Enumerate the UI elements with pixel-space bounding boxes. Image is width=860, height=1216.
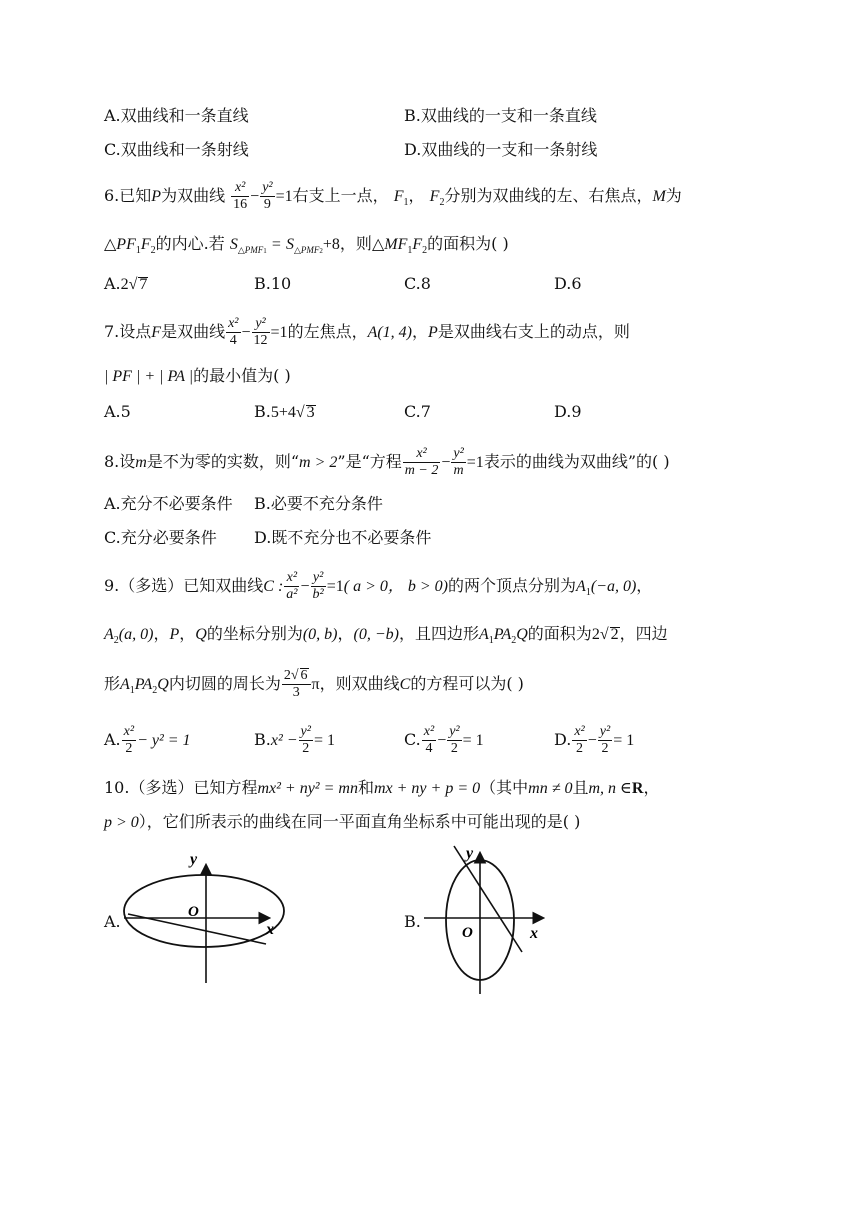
equals-one: =1 [275,188,293,205]
var-f2: F [429,188,440,205]
minus-sign: − [587,732,597,749]
fraction-2sqrt6-3: $\frac{2√ 6}{3}$ [282,668,311,701]
denominator: 16 [233,197,248,212]
q10-text: 且 [572,778,589,797]
q6-text: 右支上一点， [292,186,389,205]
denominator: m − 2 [404,463,439,478]
q7-stem-line1 [104,316,630,349]
equation: mx + ny + p = 0 [373,780,481,797]
var-a: A [120,676,130,693]
q8-text: 8.设 [104,452,136,471]
equals-one: =1 [270,324,288,341]
origin-label: O [462,925,473,941]
comma: ， [337,624,354,643]
denominator: 2 [601,741,609,756]
q8-option-b: B.必要不充分条件 [254,494,383,513]
var-pa: PA [493,626,512,643]
fraction [572,724,586,757]
q7-text: 的左焦点， [287,322,368,341]
q6-text: 为 [665,186,682,205]
q9-text: 的方程可以为( ) [410,674,524,693]
coordinate: (−a, 0) [590,578,637,595]
q10-stem-line1 [104,776,659,801]
q9-option-a [104,724,191,757]
option-label: B. [254,402,271,421]
q9-text: ，则双曲线 [319,674,400,693]
fraction [598,724,612,757]
q9-stem-line2: $A_2(a$, 0)，P，Q的坐标分别为(0, b)，(0, −b)，且四边形$A_1PA_2Q$的面积为2√ 2，四边 [104,624,668,647]
numerator: y² [449,724,460,739]
var-p: P [169,626,180,643]
q10-text: （其中 [480,778,529,797]
q7-option-d: D.9 [554,402,582,421]
denominator: m [453,463,464,478]
minus-sign: − [441,454,451,471]
subscript: 2 [152,685,158,697]
minus-sign: − [241,324,251,341]
subscript: 2 [319,247,323,256]
var-m: m [135,454,147,471]
var-c: C : [263,578,284,595]
condition: m, n ∈ [588,780,632,797]
q10-text: 和 [357,778,374,797]
option-label: A. [104,274,121,293]
expression: 5+4 [270,404,296,421]
fraction-x2-a2 [284,570,299,603]
var-f: F [151,324,162,341]
radicand: 2 [610,626,619,643]
origin-label: O [188,904,199,920]
q6-text: 为双曲线 [161,186,226,205]
comma: ， [179,624,196,643]
denominator: 2 [125,741,133,756]
q5-option-c: C.双曲线和一条射线 [104,140,249,159]
q8-option-a: A.充分不必要条件 [104,494,233,513]
q6-text: 的面积为( ) [427,234,509,253]
numerator: y² [300,724,311,739]
ellipse [124,875,284,947]
q5-option-b: B.双曲线的一支和一条直线 [404,106,597,125]
var-q: Q [516,626,528,643]
denominator: 2 [576,741,584,756]
fraction-y2-9 [260,180,274,213]
numerator: x² [574,724,585,739]
q8-option-d: D.既不充分也不必要条件 [254,528,432,547]
denominator: 2 [302,741,310,756]
q7-text: 是双曲线右支上的动点，则 [437,322,630,341]
var-c: C [399,676,411,693]
q8-text: ”是“方程 [337,452,402,471]
point-a: A(1, 4) [367,324,413,341]
coefficient: 2 [120,276,129,293]
triangle-pf1f2: △PF [104,236,136,253]
radicand: 6 [300,668,308,683]
fraction-y2-12 [252,316,270,349]
figure-a [118,848,288,998]
q8-text: 是不为零的实数，则“ [146,452,300,471]
subscript: 2 [113,635,119,647]
q6-text: 分别为双曲线的左、右焦点， [444,186,653,205]
figure-b [418,840,558,1000]
numerator: y² [453,446,464,461]
comma: ， [412,322,429,341]
numerator: y² [311,570,326,587]
coordinate: (0, b) [302,626,338,643]
var-a2: A [104,626,114,643]
q6-text: 6.已知 [104,186,152,205]
q9-text: 的坐标分别为 [206,624,303,643]
numerator: y² [262,180,273,195]
y-axis-label: y [466,845,474,862]
q7-option-a: A.5 [104,402,131,421]
var-q: Q [195,626,207,643]
q6-option-d: D.6 [554,274,582,293]
equals-one: =1 [466,454,484,471]
equals-sign: = [271,236,281,253]
denominator: a² [286,587,298,602]
q10-stem-line2 [104,810,580,835]
q6-option-c: C.8 [404,274,431,293]
subscript: 1 [263,247,267,256]
minus-sign: − [250,188,260,205]
var-q: Q [157,676,169,693]
option-label: C. [404,730,421,749]
abs-expression: | PF | + | PA | [104,368,194,385]
subscript: 1 [407,245,413,257]
q9-option-b [254,724,335,757]
comma: ， [636,576,653,595]
minus-sign: − [300,578,310,595]
fraction [422,724,436,757]
q6-stem-line1 [104,180,682,213]
fig-a-label: A. [104,912,121,931]
q8-text: 表示的曲线为双曲线”的( ) [483,452,670,471]
q9-stem-line1 [104,570,652,603]
equation: mx² + ny² = mn [257,780,358,797]
q9-text: 的两个顶点分别为 [448,576,577,595]
condition: p > 0 [104,814,139,831]
subscript: 1 [129,685,135,697]
pi-symbol: π [311,676,320,693]
var-a1: A [576,578,586,595]
var-f: F [140,236,151,253]
fraction [447,724,461,757]
expression: = 1 [613,732,635,749]
comma: ， [153,624,170,643]
numerator: x² [231,180,249,197]
denominator: 4 [229,333,237,348]
q9-text: ，四边 [619,624,668,643]
var-f1: F [393,188,404,205]
numerator: x² [123,724,135,739]
q7-option-c: C.7 [404,402,431,421]
expression: − y² = 1 [137,732,191,749]
fraction [299,724,313,757]
expression: = 1 [313,732,335,749]
numerator: x² [284,570,299,587]
subscript: 1 [585,587,591,599]
x-axis-label: x [530,925,538,942]
var-s: S [229,236,238,253]
subscript: △PMF [293,245,320,256]
q6-stem-line2 [104,232,509,257]
numerator: y² [252,316,270,333]
q8-stem [104,446,670,479]
var-a: A [478,626,489,643]
fraction-x2-m-2 [403,446,441,479]
triangle-mf1f2: △MF [371,236,408,253]
q9-text: 内切圆的周长为 [168,674,281,693]
numerator: y² [599,724,611,739]
fraction-y2-m [451,446,465,479]
q7-text: 是双曲线 [161,322,226,341]
denominator: 3 [292,685,300,700]
equals-one: =1 [326,578,344,595]
subscript: 1 [403,197,409,209]
q9-option-d [554,724,634,757]
subscript: 2 [511,635,517,647]
denominator: 4 [425,741,433,756]
plus-eight: +8 [322,236,340,253]
comma: ， [643,778,660,797]
q7-stem-line2 [104,364,291,389]
var-m: M [652,188,666,205]
fraction-x2-16 [231,180,249,213]
comma: ， [408,186,425,205]
q7-option-b: B.5+4√ 3 [254,402,315,421]
coefficient: 2 [283,668,291,683]
var-p: P [428,324,438,341]
y-axis-label: y [190,851,198,868]
denominator: 12 [253,333,268,348]
var-p: P [151,188,162,205]
q9-text: 9.（多选）已知双曲线 [104,576,264,595]
radicand: 3 [306,404,315,421]
q7-text: 的最小值为( ) [193,366,291,385]
condition: mn ≠ 0 [528,780,573,797]
fig-b-label: B. [404,912,421,931]
q8-option-c: C.充分必要条件 [104,528,217,547]
subscript: 2 [422,245,428,257]
q9-text: ，且四边形 [398,624,479,643]
q6-text: ，则 [339,234,372,253]
subscript: 2 [439,197,445,209]
q10-text: 10.（多选）已知方程 [104,778,258,797]
denominator: 9 [263,197,271,212]
condition: ( a > 0， b > 0) [343,578,449,595]
expression: = 1 [462,732,484,749]
condition: m > 2 [299,454,338,471]
numerator: x² [403,446,441,463]
fraction-x2-4 [226,316,240,349]
coordinate: (a, 0) [118,626,154,643]
subscript: △PMF [237,245,264,256]
coordinate: (0, −b) [353,626,399,643]
subscript: 2 [150,245,156,257]
q9-text: 形 [104,674,121,693]
x-axis-label: x [266,921,274,938]
q9-stem-line3 [104,668,524,701]
denominator: 2 [450,741,458,756]
q6-text: 的内心.若 [155,234,225,253]
var-s: S [285,236,294,253]
subscript: 1 [488,635,494,647]
numerator: x² [423,724,435,739]
var-pa: PA [134,676,153,693]
var-f: F [412,236,423,253]
q5-option-a: A.双曲线和一条直线 [104,106,249,125]
radicand: 7 [139,276,148,293]
q10-text: ），它们所表示的曲线在同一平面直角坐标系中可能出现的是( ) [138,812,581,831]
real-numbers-symbol: R [631,780,644,797]
minus-sign: − [437,732,447,749]
q9-text: 的面积为 [527,624,592,643]
q9-option-c [404,724,484,757]
q6-option-a: A.2√ 7 [104,274,148,293]
q6-option-b: B.10 [254,274,292,293]
option-label: B. [254,730,271,749]
fraction [122,724,136,757]
numerator: x² [228,316,239,331]
q7-text: 7.设点 [104,322,152,341]
fraction-y2-b2 [311,570,326,603]
subscript: 1 [135,245,141,257]
option-label: D. [554,730,572,749]
q5-option-d: D.双曲线的一支和一条射线 [404,140,598,159]
denominator: b² [312,587,324,602]
option-label: A. [104,730,121,749]
expression: x² − [270,732,298,749]
coefficient: 2 [591,626,600,643]
